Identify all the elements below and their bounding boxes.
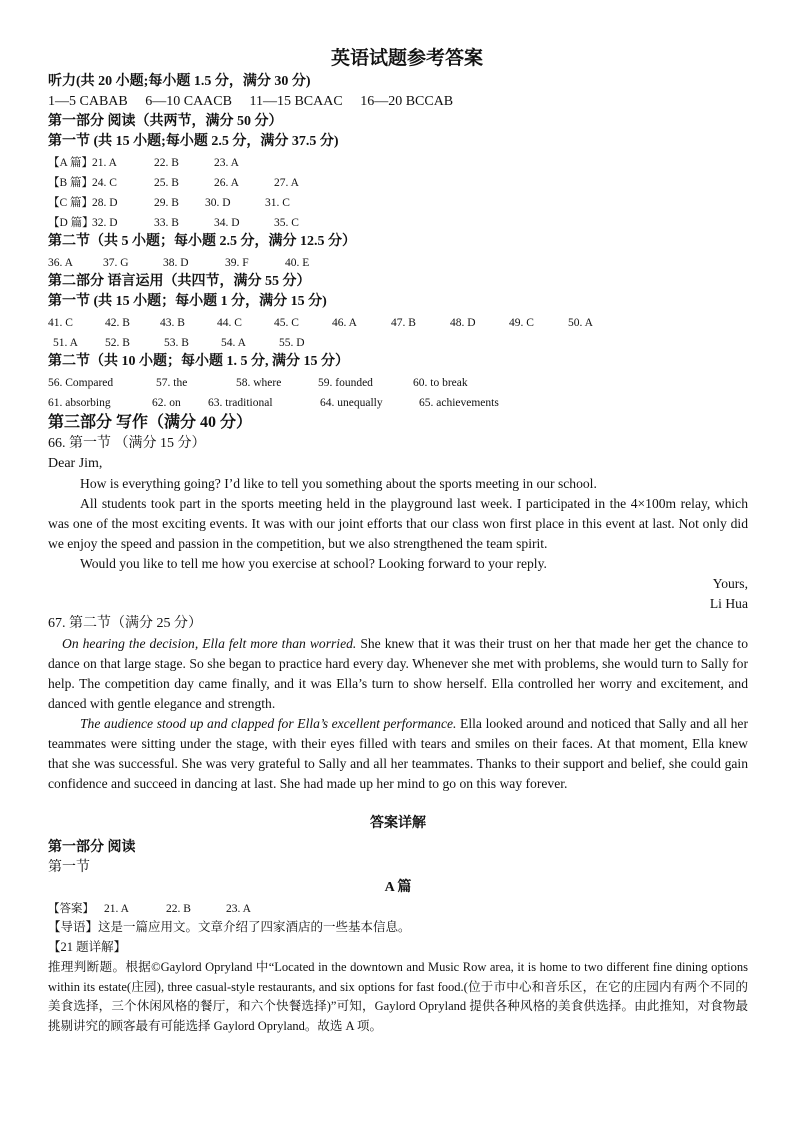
answer-cell: 33. B	[154, 217, 179, 229]
answer-cell: 22. B	[154, 157, 179, 169]
answer-cell: 44. C	[217, 317, 242, 329]
part1-section2-heading: 第二节（共 5 小题；每小题 2.5 分，满分 12.5 分）	[48, 234, 356, 249]
answer-cell: 58. where	[236, 377, 282, 389]
listening-answers	[48, 92, 748, 112]
listening-group: 1—5 CABAB	[48, 94, 128, 109]
answer-cell: 65. achievements	[419, 397, 499, 409]
letter-salutation: Dear Jim,	[48, 456, 103, 471]
answer-cell: 28. D	[92, 197, 118, 209]
given-opening-sentence: The audience stood up and clapped for Ella’s excellent performance.	[80, 716, 457, 731]
page-title: 英语试题参考答案	[330, 48, 483, 69]
answer-cell: 30. D	[205, 197, 231, 209]
answer-row-36-40	[48, 252, 748, 272]
q67-heading: 67. 第二节（满分 25 分）	[48, 616, 202, 631]
answer-cell: 61. absorbing	[48, 397, 111, 409]
answer-row-41-50	[48, 312, 748, 332]
row-label: 【C 篇】	[48, 197, 94, 209]
answer-cell: 32. D	[92, 217, 118, 229]
explanation-section: 第一节	[48, 860, 90, 875]
explanation-answers	[48, 898, 748, 918]
answer-cell: 47. B	[391, 317, 416, 329]
listening-group: 6—10 CAACB	[145, 94, 232, 109]
answer-cell: 48. D	[450, 317, 476, 329]
answer-cell: 63. traditional	[208, 397, 273, 409]
answer-cell: 55. D	[279, 337, 305, 349]
answer-row-61-65	[48, 392, 748, 412]
answer-cell: 23. A	[226, 903, 251, 915]
answer-row-b	[48, 172, 748, 192]
answer-cell: 52. B	[105, 337, 130, 349]
answer-cell: 21. A	[104, 903, 129, 915]
part2-heading: 第二部分 语言运用（共四节，满分 55 分）	[48, 274, 311, 289]
answer-row-51-55	[48, 332, 748, 352]
answer-cell: 35. C	[274, 217, 299, 229]
answer-cell: 56. Compared	[48, 377, 114, 389]
letter-paragraph: All students took part in the sports meeting held in the playground last week. I participated in the 4×100m relay, which was one of the most exciting events. It was with our joint efforts that our class won first place in this event at last. Not only did we enjoy the speed and passion in the competition, but we also strengthened the team spirit.	[48, 496, 748, 551]
listening-group: 11—15 BCAAC	[249, 94, 343, 109]
letter-paragraph: Would you like to tell me how you exercise at school? Looking forward to your reply.	[80, 556, 547, 571]
letter-closing: Yours,	[712, 576, 748, 591]
explanation-part: 第一部分 阅读	[48, 840, 136, 855]
q21-label: 【21 题详解】	[48, 940, 127, 954]
given-opening-sentence: On hearing the decision, Ella felt more than worried.	[62, 636, 357, 651]
part1-section1-heading: 第一节 (共 15 小题;每小题 2.5 分，满分 37.5 分)	[48, 134, 339, 149]
part2-section1-heading: 第一节 (共 15 小题；每小题 1 分，满分 15 分)	[48, 294, 327, 309]
answer-cell: 60. to break	[413, 377, 468, 389]
answer-cell: 64. unequally	[320, 397, 383, 409]
answer-cell: 41. C	[48, 317, 73, 329]
answer-cell: 27. A	[274, 177, 299, 189]
continuation-paragraph-2	[48, 714, 748, 794]
answer-cell: 51. A	[53, 337, 78, 349]
answer-cell: 46. A	[332, 317, 357, 329]
answer-cell: 42. B	[105, 317, 130, 329]
answer-cell: 50. A	[568, 317, 593, 329]
row-label: 【A 篇】	[48, 157, 94, 169]
answer-cell: 37. G	[103, 257, 129, 269]
letter-paragraph: How is everything going? I’d like to tell you something about the sports meeting in our school.	[80, 476, 597, 491]
answer-cell: 25. B	[154, 177, 179, 189]
answer-cell: 43. B	[160, 317, 185, 329]
answer-sheet	[48, 46, 748, 1036]
answer-cell: 53. B	[164, 337, 189, 349]
answer-cell: 23. A	[214, 157, 239, 169]
part3-heading: 第三部分 写作（满分 40 分）	[48, 414, 253, 431]
answer-row-a	[48, 152, 748, 172]
row-label: 【D 篇】	[48, 217, 94, 229]
answer-cell: 57. the	[156, 377, 188, 389]
q66-heading: 66. 第一节 （满分 15 分）	[48, 436, 206, 451]
row-label: 【B 篇】	[48, 177, 94, 189]
part1-heading: 第一部分 阅读（共两节，满分 50 分）	[48, 114, 283, 129]
continuation-paragraph-1	[48, 634, 748, 714]
answer-cell: 29. B	[154, 197, 179, 209]
listening-group: 16—20 BCCAB	[360, 94, 454, 109]
answer-cell: 45. C	[274, 317, 299, 329]
letter-signature: Li Hua	[709, 596, 748, 611]
answer-cell: 62. on	[152, 397, 181, 409]
answer-label: 【答案】	[48, 903, 94, 915]
answer-cell: 40. E	[285, 257, 310, 269]
passage-heading: A 篇	[384, 880, 412, 895]
answer-cell: 36. A	[48, 257, 73, 269]
explanation-heading: 答案详解	[370, 816, 426, 831]
answer-cell: 21. A	[92, 157, 117, 169]
answer-cell: 31. C	[265, 197, 290, 209]
answer-row-d	[48, 212, 748, 232]
answer-cell: 59. founded	[318, 377, 373, 389]
answer-cell: 49. C	[509, 317, 534, 329]
paragraph-body: Ella looked around and noticed that Sally and all her teammates were sitting under the stage, with their eyes filled with tears and smiles on their faces. At that moment, Ella knew that she was successful. She was very grateful to Sally and all her teammates. Thanks to their support and belief, she could gain confidence and succeed in dancing at last. She had made up her mind to go on this way forever.	[48, 716, 748, 791]
answer-cell: 24. C	[92, 177, 117, 189]
answer-cell: 38. D	[163, 257, 189, 269]
answer-row-c	[48, 192, 748, 212]
answer-cell: 26. A	[214, 177, 239, 189]
answer-cell: 34. D	[214, 217, 240, 229]
listening-heading: 听力(共 20 小题;每小题 1.5 分，满分 30 分)	[48, 74, 311, 89]
answer-cell: 22. B	[166, 903, 191, 915]
q21-explanation: 推理判断题。根据©Gaylord Opryland 中“Located in the downtown and Music Row area, it is home to two different fine dining options within its estate(庄园), three casual-style restaurants, and six options for fast food.(位于市中心和音乐区，在它的庄园内有两个不同的美食选择，三个休闲风格的餐厅，和六个快餐选择)”可知，Gaylord Opryland 提供各种风格的美食供选择。由此推知，对食物最挑剔讲究的顾客最有可能选择 Gaylord Opryland。故选 A 项。	[48, 960, 748, 1033]
answer-cell: 39. F	[225, 257, 249, 269]
paragraph-body: She knew that it was their trust on her that made her get the chance to dance on that large stage. So she began to practice hard every day. Whenever she met with problems, she would turn to Sally for help. The competition day came finally, and it was Ella’s turn to show herself. Ella controlled her worry and excitement, and danced with gentle elegance and strength.	[48, 636, 749, 711]
answer-cell: 54. A	[221, 337, 246, 349]
guide-text: 【导语】这是一篇应用文。文章介绍了四家酒店的一些基本信息。	[48, 920, 411, 934]
part2-section2-heading: 第二节（共 10 小题；每小题 1. 5 分, 满分 15 分）	[48, 354, 349, 369]
answer-row-56-60	[48, 372, 748, 392]
